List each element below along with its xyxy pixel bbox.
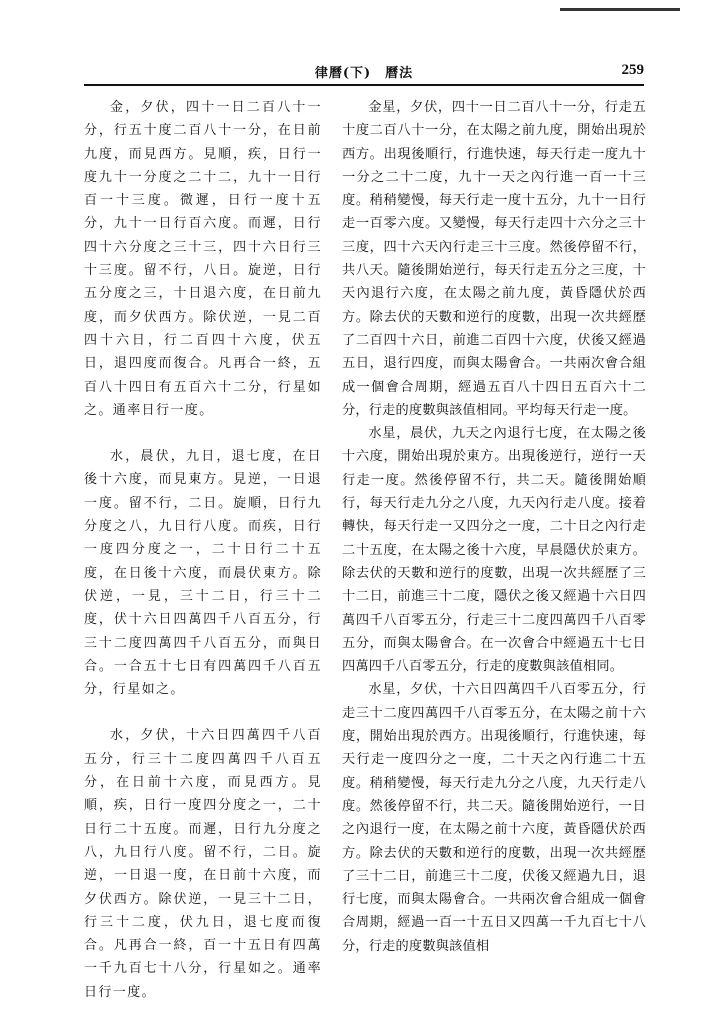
original-text-column xyxy=(84,96,322,1027)
translation-column xyxy=(342,96,646,958)
running-header xyxy=(84,56,644,84)
page-number: 259 xyxy=(621,62,644,78)
translation-paragraph-venus-evening: 金星，夕伏，四十一日二百八十一分，行走五十度二百八十一分，在太陽之前九度，開始出現於西方。出現後順行，行進快速，每天行走一度九十一分之二十二度，九十一天之內行進一百一十三度。稍稍變慢，每天行走一度十五分，九十一日行走一百零六度。又變慢，每天行走四十六分之三十三度，四十六天內行走三十三度。然後停留不行，共八天。隨後開始逆行，每天行走五分之三度，十天內退行六度，在太陽之前九度，黃昏隱伏於西方。除去伏的天數和逆行的度數，出現一次共經歷了二百四十六日，前進二百四十六度，伏後又經過五日，退行四度，而與太陽會合。一共兩次會合組成一個會合周期，經過五百八十四日五百六十二分，行走的度數與該值相同。平均每天行走一度。 xyxy=(342,100,646,418)
running-header-title: 律曆(下) 曆法 xyxy=(314,66,414,81)
original-paragraph-mercury-evening: 水，夕伏，十六日四萬四千八百五分，行三十二度四萬四千八百五分，在日前十六度，而見西方。見順，疾，日行一度四分度之一，二十日行二十五度。而遲，日行九分度之八，九日行八度。留不行，二日。旋逆，一日退一度，在日前十六度，而夕伏西方。除伏逆，一見三十二日，行三十二度，伏九日，退七度而復合。凡再合一終，百一十五日有四萬一千九百七十八分，行星如之。通率日行一度。 xyxy=(84,728,322,1000)
original-paragraph-mercury-morning: 水，晨伏，九日，退七度，在日後十六度，而見東方。見逆，一日退一度。留不行，二日。旋順，日行九分度之八，九日行八度。而疾，日行一度四分度之一，二十日行二十五度，在日後十六度，而晨伏東方。除伏逆，一見，三十二日，行三十二度，伏十六日四萬四千八百五分，行三十二度四萬四千八百五分，而與日合。一合五十七日有四萬四千八百五分，行星如之。 xyxy=(84,449,322,698)
header-rule xyxy=(84,84,644,86)
top-edge-mark xyxy=(560,8,680,11)
translation-paragraph-mercury-evening: 水星，夕伏，十六日四萬四千八百零五分，行走三十二度四萬四千八百零五分，在太陽之前十六度，開始出現於西方。出現後順行，行進快速，每天行走一度四分之一度，二十天之內行進二十五度。稍稍變慢，每天行走九分之八度，九天行走八度。然後停留不行，共二天。隨後開始逆行，一日之內退行一度，在太陽之前十六度，黃昏隱伏於西方。除去伏的天數和逆行的度數，出現一次共經歷了三十二日，前進三十二度，伏後又經過九日，退行七度，而與太陽會合。一共兩次會合組成一個會合周期，經過一百一十五日又四萬一千九百七十八分，行走的度數與該值相 xyxy=(342,682,646,954)
translation-paragraph-mercury-morning: 水星，晨伏，九天之內退行七度，在太陽之後十六度，開始出現於東方。出現後逆行，逆行一天行走一度。然後停留不行，共二天。隨後開始順行，每天行走九分之八度，九天內行走八度。接着轉快，每天行走一又四分之一度，二十日之內行走二十五度，在太陽之後十六度，早晨隱伏於東方。除去伏的天數和逆行的度數，出現一次共經歷了三十二日，前進三十二度，隱伏之後又經過十六日四萬四千八百零五分，行走三十二度四萬四千八百零五分，而與太陽會合。在一次會合中經過五十七日四萬四千八百零五分，行走的度數與該值相同。 xyxy=(342,426,646,675)
original-paragraph-venus-evening: 金，夕伏，四十一日二百八十一分，行五十度二百八十一分，在日前九度，而見西方。見順，疾，日行一度九十一分度之二十二，九十一日行百一十三度。微遲，日行一度十五分，九十一日行百六度。而遲，日行四十六分度之三十三，四十六日行三十三度。留不行，八日。旋逆，日行五分度之三，十日退六度，在日前九度，而夕伏西方。除伏逆，一見二百四十六日，行二百四十六度，伏五日，退四度而復合。凡再合一終，五百八十四日有五百六十二分，行星如之。通率日行一度。 xyxy=(84,100,322,418)
